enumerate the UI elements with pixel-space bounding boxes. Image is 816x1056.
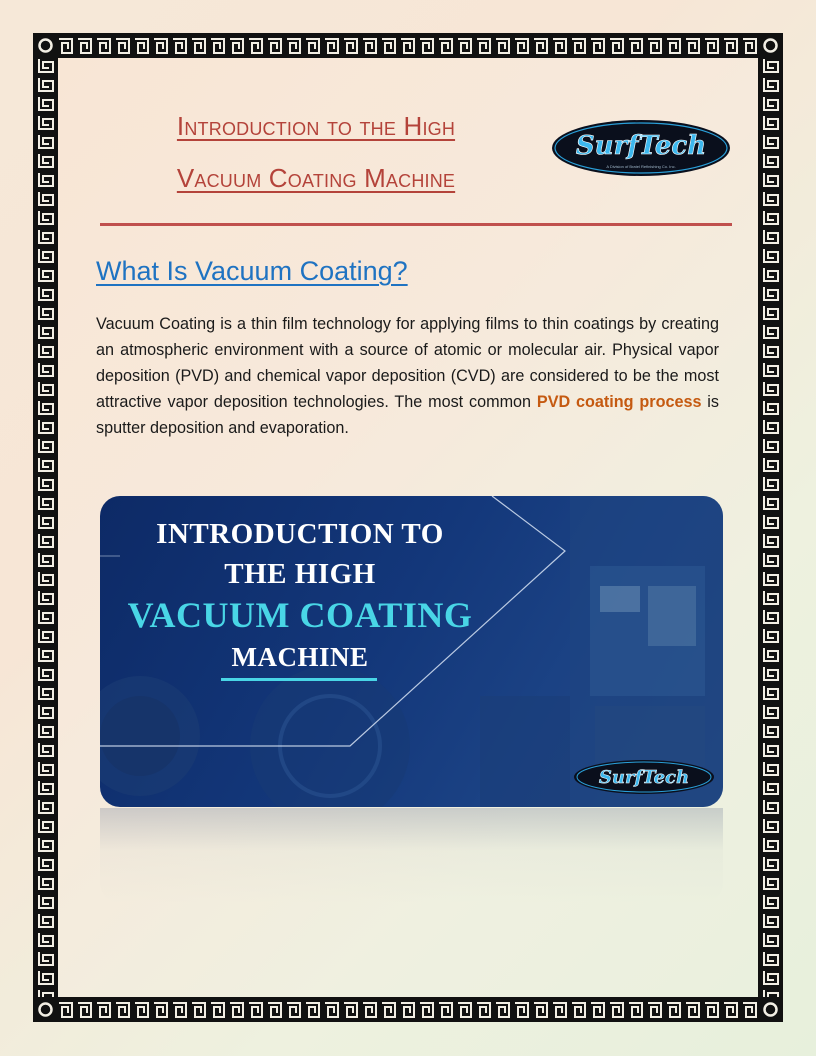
document-title-line1: Introduction to the High [176,111,456,141]
greek-key-border-bottom [33,997,783,1022]
banner-title-line3: VACUUM COATING [127,595,473,635]
surftech-logo [550,118,732,178]
corner-ornament [758,997,783,1022]
banner-image [100,496,723,807]
document-title [96,100,536,204]
document-title-line2: Vacuum Coating Machine [176,163,456,193]
banner-title-line4: MACHINE [231,642,369,672]
banner-logo [572,758,716,796]
logo-wordmark: SurfTech [575,131,707,161]
section-heading: What Is Vacuum Coating? [96,256,408,286]
pvd-coating-process-link[interactable]: PVD coating process [536,393,702,411]
corner-ornament [758,33,783,58]
banner-title-line2: THE HIGH [224,558,376,590]
banner-logo-wordmark: SurfTech [598,767,690,788]
corner-ornament [33,33,58,58]
greek-key-border-left [33,33,58,1022]
paragraph-text-1: Vacuum Coating is a thin film technology for applying films to thin coatings by creating an atmospheric environment with a source of atomic or molecular air. Physical vapor deposition (PVD) and chemical vapor deposition (CVD) are considered to be the most attractive vapor deposition technologies. The most common [96,315,719,411]
greek-key-border-top [33,33,783,58]
banner-reflection [100,808,723,903]
corner-ornament [33,997,58,1022]
logo-tagline: A Division of Bratel Refinishing Co. Inc. [606,164,676,169]
greek-key-border-right [758,33,783,1022]
banner-title-underline [221,678,377,681]
body-paragraph [96,311,719,441]
paragraph-text-2: is sputter deposition and evaporation. [96,393,719,437]
banner-title-line1: INTRODUCTION TO [156,518,444,550]
title-divider [100,223,732,226]
